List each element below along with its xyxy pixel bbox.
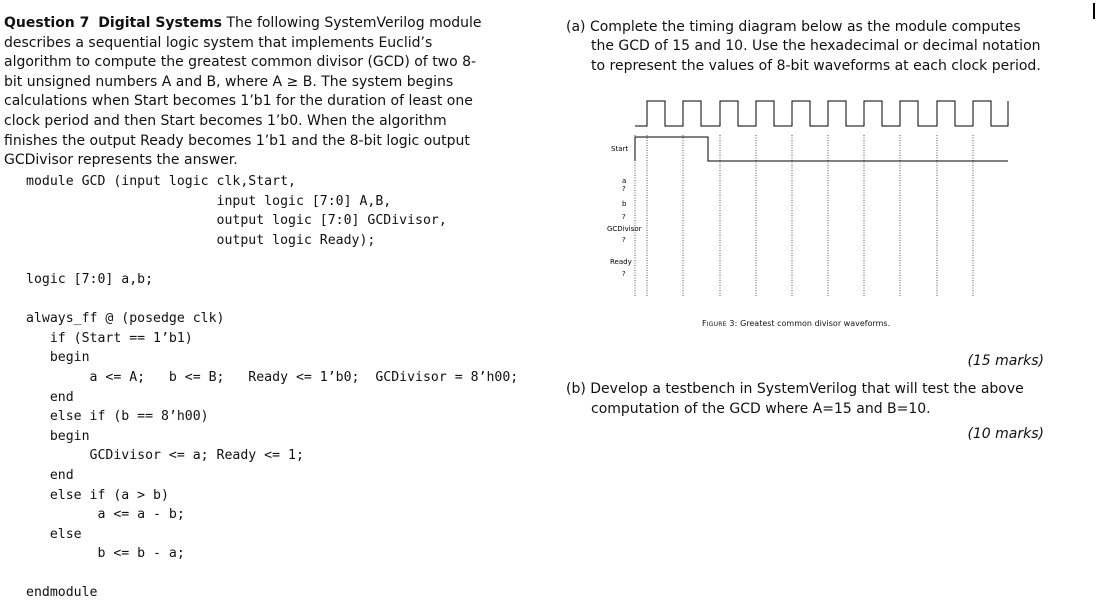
question-intro: [4, 14, 484, 171]
code-line: end: [26, 389, 74, 405]
part-b-text: [566, 380, 1071, 419]
code-line: b <= b - a;: [26, 546, 185, 562]
ready-value-unknown: ?: [622, 270, 626, 278]
code-line: end: [26, 467, 74, 483]
start-waveform: [635, 137, 1008, 161]
figure-caption-text: Greatest common divisor waveforms.: [740, 319, 891, 328]
part-a-block: [566, 18, 1046, 76]
code-line: a <= a - b;: [26, 507, 185, 523]
part-b-body: Develop a testbench in SystemVerilog that will test the above computation of the GCD where A=15 and B=10.: [590, 381, 1024, 417]
question-number: Question 7: [4, 15, 90, 31]
code-line: output logic Ready);: [26, 232, 376, 248]
code-line: module GCD (input logic clk,Start,: [26, 174, 296, 189]
b-value-unknown: ?: [622, 213, 626, 221]
timing-diagram: [600, 95, 1012, 300]
code-line: input logic [7:0] A,B,: [26, 193, 392, 209]
part-b-marks: (10 marks): [967, 426, 1044, 442]
question-topic: Digital Systems: [98, 15, 222, 31]
code-line: begin: [26, 428, 90, 444]
code-line: [26, 250, 518, 270]
systemverilog-code: [26, 172, 518, 603]
start-signal-label: Start: [611, 145, 629, 153]
part-a-text: [566, 18, 1046, 76]
a-signal-label: a: [622, 177, 627, 185]
clock-waveform: [635, 101, 1008, 126]
ready-signal-label: Ready: [610, 258, 632, 266]
code-line: output logic [7:0] GCDivisor,: [26, 213, 447, 229]
code-line: else if (b == 8’h00): [26, 409, 209, 425]
code-line: endmodule: [26, 585, 98, 601]
text-cursor: [1093, 3, 1095, 19]
gcdivisor-value-unknown: ?: [622, 236, 626, 244]
code-line: [26, 290, 518, 310]
code-line: else if (a > b): [26, 487, 169, 503]
code-line: always_ff @ (posedge clk): [26, 311, 225, 327]
code-line: begin: [26, 350, 90, 366]
a-value-unknown: ?: [622, 185, 626, 193]
part-a-label: (a): [566, 19, 586, 35]
b-signal-label: b: [622, 200, 627, 208]
code-line: GCDivisor <= a; Ready <= 1;: [26, 448, 304, 464]
code-line: logic [7:0] a,b;: [26, 271, 154, 287]
code-line: a <= A; b <= B; Ready <= 1’b0; GCDivisor = 8’h00;: [26, 369, 519, 385]
figure-caption-label: Figure 3:: [702, 319, 738, 328]
part-b-label: (b): [566, 381, 586, 397]
gcdivisor-signal-label: GCDivisor: [607, 225, 642, 233]
figure-caption: [702, 319, 890, 328]
code-line: if (Start == 1’b1): [26, 330, 193, 346]
question-text: The following SystemVerilog module describes a sequential logic system that implements Euclid’s algorithm to compute the greatest common divisor (GCD) of two 8-bit unsigned numbers A and B, where A ≥ B. The system begins calculations when Start becomes 1’b1 for the duration of least one clock period and then Start becomes 1’b0. When the algorithm finishes the output Ready becomes 1’b1 and the 8-bit logic output GCDivisor represents the answer.: [4, 15, 482, 169]
code-line: [26, 564, 518, 584]
part-a-body: Complete the timing diagram below as the module computes the GCD of 15 and 10. Use the hexadecimal or decimal notation to represent the values of 8-bit waveforms at each clock period.: [589, 19, 1041, 74]
code-line: else: [26, 526, 82, 542]
question-intro-block: [4, 14, 484, 171]
part-a-marks: (15 marks): [967, 353, 1044, 369]
